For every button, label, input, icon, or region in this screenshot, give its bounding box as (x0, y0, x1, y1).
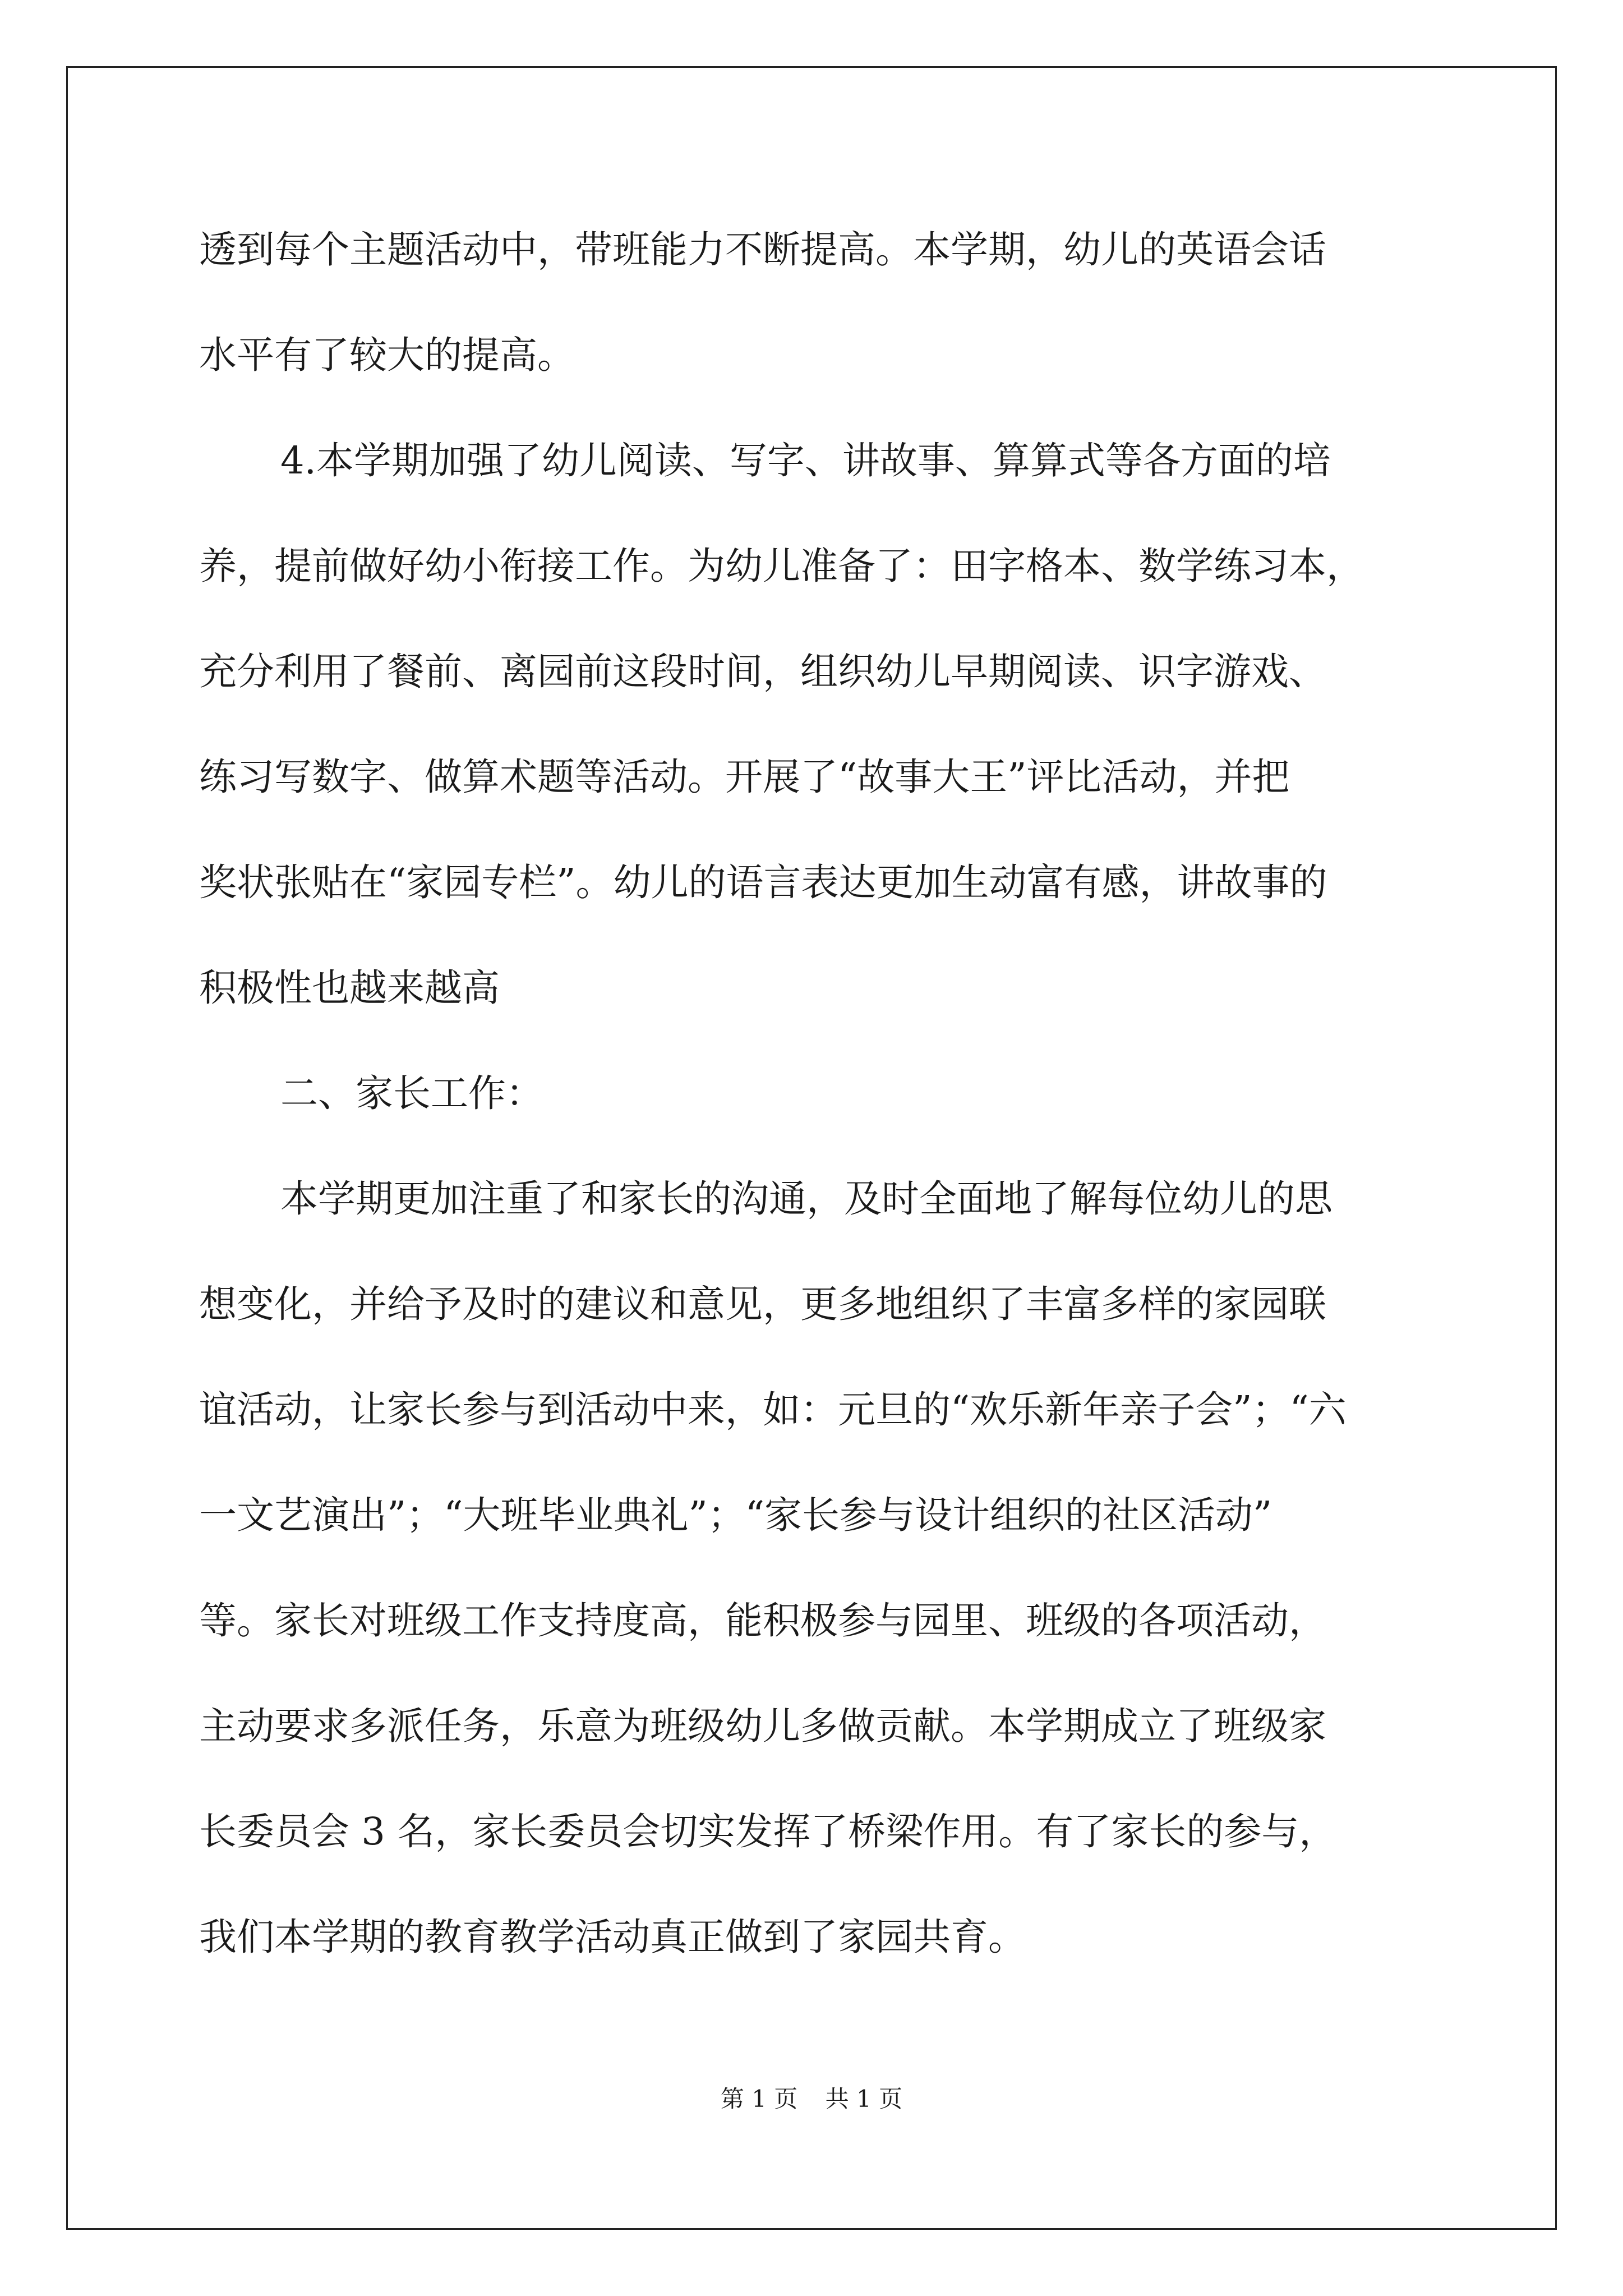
text-line: 透到每个主题活动中，带班能力不断提高。本学期，幼儿的英语会话 (199, 228, 1326, 272)
page-footer (0, 2082, 1623, 2116)
text-line: 练习写数字、做算术题等活动。开展了“故事大王”评比活动，并把 (199, 755, 1290, 799)
text-line: 4.本学期加强了幼儿阅读、写字、讲故事、算算式等各方面的培 (280, 439, 1331, 482)
text-line: 养，提前做好幼小衔接工作。为幼儿准备了：田字格本、数学练习本， (199, 544, 1364, 588)
page-total: 共 1 页 (825, 2085, 903, 2113)
text-line: 水平有了较大的提高。 (199, 333, 575, 377)
text-line: 谊活动，让家长参与到活动中来，如：元旦的“欢乐新年亲子会”；“六 (199, 1388, 1347, 1432)
text-line: 奖状张贴在“家园专栏”。幼儿的语言表达更加生动富有感，讲故事的 (199, 861, 1327, 904)
section-heading: 二、家长工作： (280, 1071, 543, 1115)
text-line: 本学期更加注重了和家长的沟通，及时全面地了解每位幼儿的思 (280, 1177, 1332, 1221)
text-line: 一文艺演出”；“大班毕业典礼”；“家长参与设计组织的社区活动” (199, 1493, 1272, 1537)
text-line: 充分利用了餐前、离园前这段时间，组织幼儿早期阅读、识字游戏、 (199, 650, 1326, 693)
text-line: 等。家长对班级工作支持度高，能积极参与园里、班级的各项活动， (199, 1599, 1326, 1642)
text-line: 主动要求多派任务，乐意为班级幼儿多做贡献。本学期成立了班级家 (199, 1704, 1326, 1748)
text-line: 长委员会 3 名，家长委员会切实发挥了桥梁作用。有了家长的参与， (199, 1810, 1337, 1853)
text-line: 想变化，并给予及时的建议和意见，更多地组织了丰富多样的家园联 (199, 1282, 1326, 1326)
text-line: 积极性也越来越高 (199, 966, 500, 1010)
page-number: 第 1 页 (720, 2085, 798, 2113)
text-line: 我们本学期的教育教学活动真正做到了家园共育。 (199, 1915, 1026, 1959)
